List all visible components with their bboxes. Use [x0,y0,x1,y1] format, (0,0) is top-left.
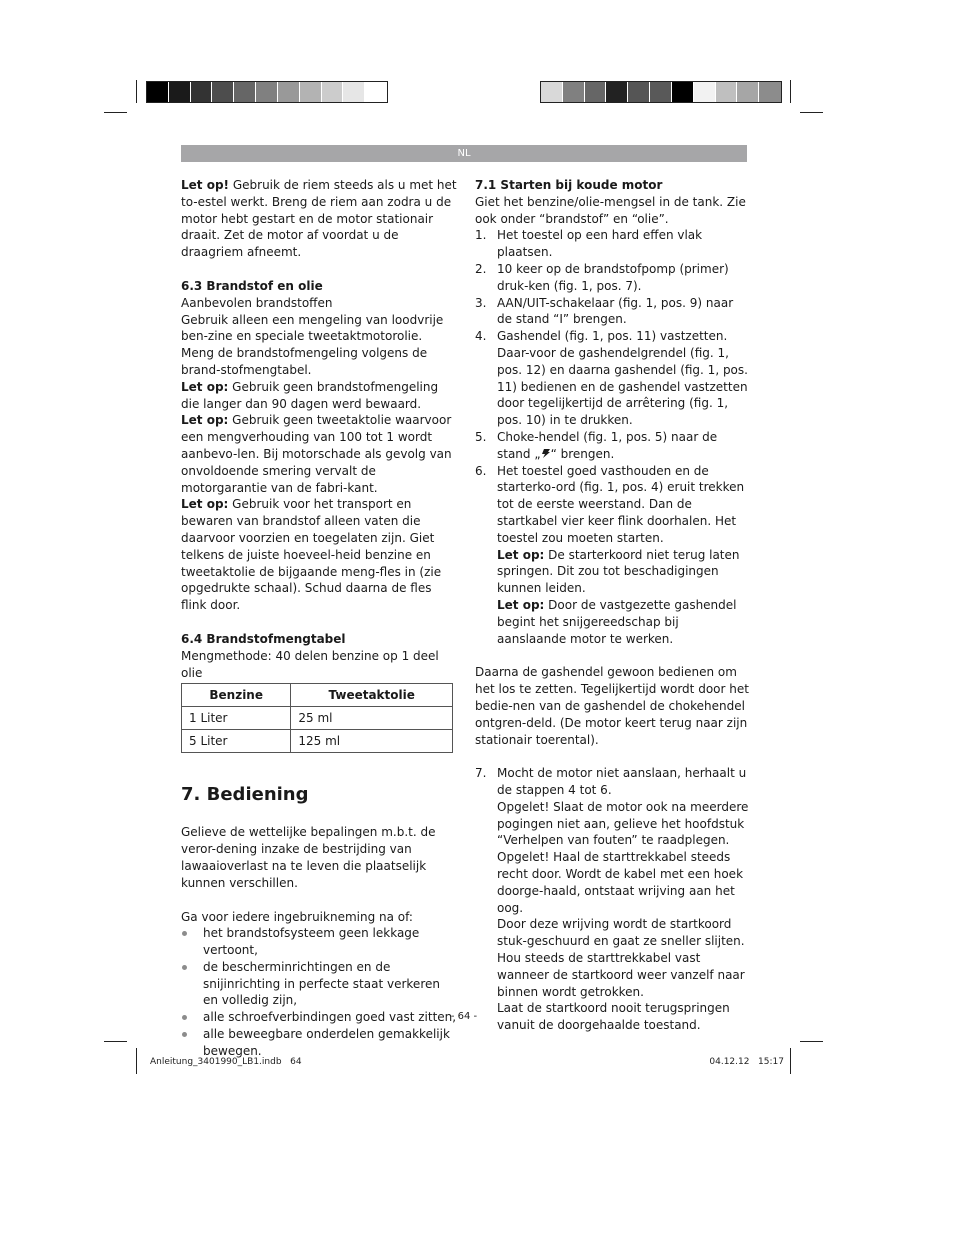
list-item [475,295,750,329]
step-text: Opgelet! Slaat de motor ook na meerdere pogingen niet aan, gelieve het hoofdstuk “Verhelpen van fouten” te raadplegen. [497,799,749,848]
note-text: Gebruik voor het transport en bewaren van brandstof alleen vaten die daarvoor voorzien en toegelaten zijn. Giet telkens de juiste hoeveel-heid benzine en tweetaktolie de bijgaande meng-fles in (zie opgedrukte schaal). Schud daarna de fles flink door. [181,497,442,613]
note-paragraph [497,547,750,597]
note-text: Gebruik geen tweetaktolie waarvoor een mengverhouding van 100 tot 1 wordt aanbevo-len. Bij motorschade als gevolg van onvoldoende smering vervalt de motorgarantie van de fabri-kant. [181,413,452,495]
note-label: Let op! [181,178,230,192]
section-6-3-paragraph: Meng de brandstofmengeling volgens de brand-stofmengtabel. [181,346,428,377]
note-text: De starterkoord niet terug laten springen. Dit zou tot beschadigingen kunnen leiden. [497,547,740,596]
section-7-paragraph: Ga voor iedere ingebruikneming na of: [181,909,413,924]
color-swatch [234,82,256,102]
color-swatch [322,82,344,102]
color-calibration-bar-left [146,81,388,103]
section-7-paragraph: Gelieve de wettelijke bepalingen m.b.t. de veror-dening inzake de bestrijding van lawaaioverlast na te leven die plaatselijk kunnen verschillen. [181,825,436,890]
color-swatch [278,82,300,102]
step-text: Het toestel goed vasthouden en de starterko-ord (fig. 1, pos. 4) eruit trekken tot de eerste weerstand. Dan de startkabel vier keer flink doorhalen. Het toestel zou moeten starten. [497,463,745,545]
color-swatch [694,82,716,102]
right-column [475,177,750,1034]
step-number: 1. [475,228,487,243]
list-item-text: de bescherminrichtingen en de snijinrichting in perfecte staat verkeren en volledig zijn, [203,959,440,1008]
bullet-icon [182,931,187,936]
bullet-icon [182,1032,187,1037]
step-number: 4. [475,329,487,344]
start-steps-continued [475,765,750,1034]
list-item [475,328,750,429]
footer-timestamp: 04.12.12 15:17 [709,1057,784,1067]
color-swatch [759,82,781,102]
crop-mark [800,1041,823,1042]
section-6-3-subtitle: Aanbevolen brandstoffen [181,295,333,310]
step-number: 7. [475,766,487,781]
bullet-icon [182,965,187,970]
list-item [181,1026,457,1060]
step-text: Hou steeds de starttrekkabel vast wanneer de startkoord weer vanzelf naar binnen wordt getrokken. [497,951,745,999]
note-paragraph [181,379,457,413]
fuel-mix-table [181,683,453,753]
color-swatch [563,82,585,102]
start-steps [475,227,750,647]
crop-mark [104,1041,127,1042]
crop-mark [136,80,137,103]
step-number: 2. [475,261,487,276]
language-label: NL [457,148,471,159]
page-number: - 64 - [450,1011,478,1022]
color-swatch [650,82,672,102]
step-text: Laat de startkoord nooit terugspringen vanuit de doorgehaalde toestand. [497,1001,730,1033]
note-text: Door de vastgezette gashendel begint het snijgereedschap bij aanslaande motor te werken. [497,597,737,646]
crop-mark [790,80,791,103]
list-item [181,959,457,1009]
list-item [475,261,750,295]
color-swatch [147,82,169,102]
list-item [181,925,457,959]
note-text: Gebruik geen brandstofmengeling die langer dan 90 dagen werd bewaard. [181,379,439,411]
section-7-1-paragraph: Daarna de gashendel gewoon bedienen om het los te zetten. Tegelijkertijd wordt door het bedie-nen van de gashendel de chokehendel ontgren-deld. (De motor keert terug naar zijn stationair toerental). [475,665,749,747]
list-item-text: het brandstofsysteem geen lekkage vertoont, [203,926,420,958]
step-text: Gashendel (fig. 1, pos. 11) vastzetten. Daar-voor de gashendelgrendel (fig. 1, pos. 12) en daarna gashendel (fig. 1, pos. 11) bedienen en de gashendel vastzetten door tegelijkertijd de arrêtering (fig. 1, pos. 10) in te drukken. [497,329,748,428]
note-label: Let op: [497,597,545,612]
crop-mark [800,112,823,113]
list-item-text: alle beweegbare onderdelen gemakkelijk bewegen. [203,1027,450,1058]
section-6-4-heading: 6.4 Brandstofmengtabel [181,631,346,646]
step-number: 6. [475,463,487,478]
color-swatch [672,82,694,102]
step-number: 3. [475,295,487,310]
step-text: Opgelet! Haal de starttrekkabel steeds recht door. Wordt de kabel met een hoek doorge-haald, ontstaat wrijving aan het oog. [497,850,744,915]
mix-method: Mengmethode: 40 delen benzine op 1 deel olie [181,648,439,680]
step-text: Mocht de motor niet aanslaan, herhaalt u de stappen 4 tot 6. [497,766,747,798]
color-swatch [585,82,607,102]
note-label: Let op: [181,413,229,428]
note-label: Let op: [181,379,229,394]
color-swatch [628,82,650,102]
note-paragraph [181,496,457,614]
color-swatch [541,82,563,102]
table-cell: 25 ml [291,707,453,730]
table-cell: 5 Liter [182,730,291,753]
note-label: Let op: [497,547,545,562]
left-column [181,177,457,1060]
crop-mark [136,1048,137,1074]
note-paragraph [497,597,750,647]
list-item [475,463,750,648]
color-swatch [343,82,365,102]
step-text: Het toestel op een hard effen vlak plaatsen. [497,228,703,260]
table-header: Tweetaktolie [291,684,453,707]
bullet-icon [182,1015,187,1020]
color-swatch [716,82,738,102]
step-text: AAN/UIT-schakelaar (fig. 1, pos. 9) naar de stand “I” brengen. [497,295,734,327]
color-swatch [212,82,234,102]
color-swatch [191,82,213,102]
note-paragraph [181,412,457,496]
table-header: Benzine [182,684,291,707]
section-7-1-heading: 7.1 Starten bij koude motor [475,178,663,192]
table-cell: 125 ml [291,730,453,753]
color-swatch [737,82,759,102]
color-swatch [256,82,278,102]
intro-paragraph [181,177,457,261]
step-text: 10 keer op de brandstofpomp (primer) druk-ken (fig. 1, pos. 7). [497,261,729,293]
list-item [475,227,750,261]
list-item [475,429,750,463]
footer-filename: Anleitung_3401990_LB1.indb 64 [150,1057,302,1067]
color-swatch [606,82,628,102]
checklist [181,925,457,1059]
color-swatch [169,82,191,102]
table-cell: 1 Liter [182,707,291,730]
crop-mark [790,1048,791,1074]
color-calibration-bar-right [540,81,782,103]
note-text: Gebruik de riem steeds als u met het to-estel werkt. Breng de riem aan zodra u de motor hebt gestart en de motor stationair draait. Zet de motor af voordat u de draagriem afneemt. [181,178,457,260]
section-7-heading: 7. Bediening [181,784,309,806]
crop-mark [104,112,127,113]
step-number: 5. [475,429,487,444]
step-text: Choke-hendel (fig. 1, pos. 5) naar de stand „ [497,429,718,461]
step-text: Door deze wrijving wordt de startkoord stuk-geschuurd en gaat ze sneller slijten. [497,917,745,949]
table-row [182,707,453,730]
list-item-text: alle schroefverbindingen goed vast zitten, [203,1010,457,1025]
section-6-3-paragraph: Gebruik alleen een mengeling van loodvrije ben-zine en speciale tweetaktmotorolie. [181,312,444,344]
color-swatch [365,82,387,102]
note-label: Let op: [181,497,229,512]
section-7-1-intro: Giet het benzine/olie-mengsel in de tank. Zie ook onder “brandstof” en “olie”. [475,194,746,226]
language-header-bar [181,145,747,162]
section-6-3-heading: 6.3 Brandstof en olie [181,278,323,293]
color-swatch [300,82,322,102]
choke-symbol-icon [541,448,551,459]
step-text: “ brengen. [550,446,615,461]
list-item [475,765,750,1034]
table-row [182,730,453,753]
